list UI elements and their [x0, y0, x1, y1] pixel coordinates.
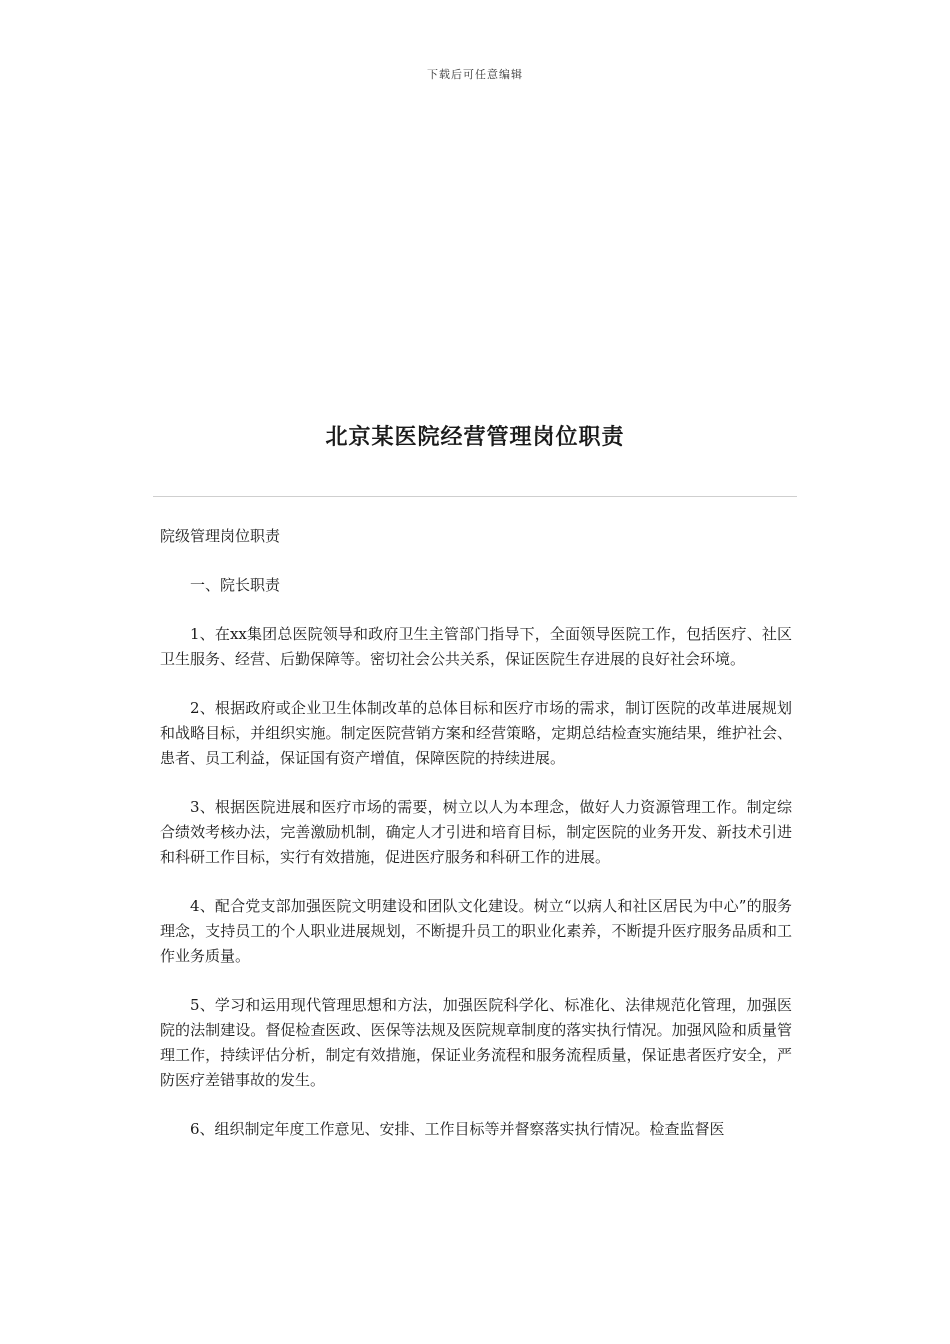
subsection-heading: 一、院长职责 [190, 576, 281, 594]
title-divider [153, 496, 797, 497]
paragraph: 4、配合党支部加强医院文明建设和团队文化建设。树立“以病人和社区居民为中心”的服务理念，支持员工的个人职业进展规划，不断提升员工的职业化素养，不断提升医疗服务品质和工作业务质量。 [160, 897, 792, 965]
page-header-note: 下载后可任意编辑 [427, 68, 523, 81]
paragraph: 5、学习和运用现代管理思想和方法，加强医院科学化、标准化、法律规范化管理，加强医院的法制建设。督促检查医政、医保等法规及医院规章制度的落实执行情况。加强风险和质量管理工作，持续评估分析，制定有效措施，保证业务流程和服务流程质量，保证患者医疗安全，严防医疗差错事故的发生。 [160, 996, 792, 1089]
paragraph: 2、根据政府或企业卫生体制改革的总体目标和医疗市场的需求，制订医院的改革进展规划和战略目标，并组织实施。制定医院营销方案和经营策略，定期总结检查实施结果，维护社会、患者、员工利益，保证国有资产增值，保障医院的持续进展。 [160, 699, 792, 767]
paragraph: 1、在xx集团总医院领导和政府卫生主管部门指导下，全面领导医院工作，包括医疗、社区卫生服务、经营、后勤保障等。密切社会公共关系，保证医院生存进展的良好社会环境。 [160, 625, 792, 668]
document-title: 北京某医院经营管理岗位职责 [325, 424, 625, 450]
document-body [160, 524, 792, 1166]
paragraph: 6、组织制定年度工作意见、安排、工作目标等并督察落实执行情况。检查监督医 [190, 1120, 725, 1138]
paragraph: 3、根据医院进展和医疗市场的需要，树立以人为本理念，做好人力资源管理工作。制定综合绩效考核办法，完善激励机制，确定人才引进和培育目标，制定医院的业务开发、新技术引进和科研工作目标，实行有效措施，促进医疗服务和科研工作的进展。 [160, 798, 792, 866]
section-heading: 院级管理岗位职责 [160, 527, 281, 545]
